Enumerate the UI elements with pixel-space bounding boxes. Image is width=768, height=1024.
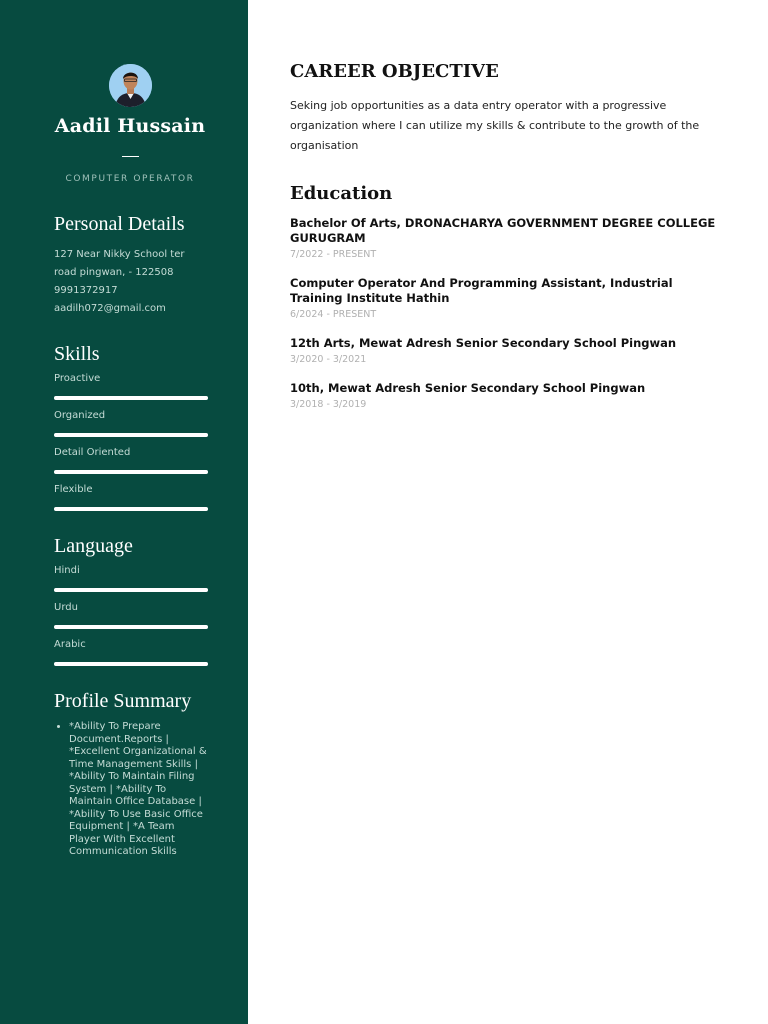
skill-label: Detail Oriented bbox=[54, 447, 131, 458]
skill-bar-fill bbox=[54, 433, 208, 437]
career-objective-heading: CAREER OBJECTIVE bbox=[290, 61, 499, 82]
personal-details-heading: Personal Details bbox=[54, 213, 185, 235]
candidate-name: Aadil Hussain bbox=[54, 115, 206, 137]
education-title: Computer Operator And Programming Assistant, Industrial Training Institute Hathin bbox=[290, 276, 673, 305]
person-photo-icon bbox=[109, 64, 152, 107]
skill-bar bbox=[54, 396, 208, 400]
section-spacer bbox=[54, 675, 208, 689]
language-list bbox=[54, 564, 208, 666]
profile-summary-heading: Profile Summary bbox=[54, 690, 192, 712]
language-heading: Language bbox=[54, 535, 133, 557]
avatar bbox=[109, 64, 152, 107]
language-item bbox=[54, 601, 208, 629]
education-dates: 3/2020 - 3/2021 bbox=[290, 354, 367, 365]
phone-number: 9991372917 bbox=[54, 285, 118, 296]
skills-heading: Skills bbox=[54, 343, 100, 365]
language-bar bbox=[54, 625, 208, 629]
career-objective-text: Seking job opportunities as a data entry operator with a progressive organization where I can utilize my skills & contribute to the growth of the organisation bbox=[290, 99, 700, 152]
education-dates: 7/2022 - PRESENT bbox=[290, 249, 377, 260]
skill-bar bbox=[54, 433, 208, 437]
language-label: Urdu bbox=[54, 602, 78, 613]
skill-item bbox=[54, 372, 208, 400]
education-title: 10th, Mewat Adresh Senior Secondary School Pingwan bbox=[290, 381, 646, 395]
education-dates: 6/2024 - PRESENT bbox=[290, 309, 377, 320]
education-item bbox=[290, 216, 728, 262]
education-title: Bachelor Of Arts, DRONACHARYA GOVERNMENT DEGREE COLLEGE GURUGRAM bbox=[290, 216, 716, 245]
section-spacer bbox=[54, 520, 208, 534]
education-item bbox=[290, 276, 728, 322]
language-bar bbox=[54, 588, 208, 592]
email-address: aadilh072@gmail.com bbox=[54, 303, 166, 314]
education-item bbox=[290, 381, 728, 412]
address-line-2: road pingwan, - 122508 bbox=[54, 267, 174, 278]
name-divider bbox=[122, 156, 139, 157]
sidebar-sections bbox=[54, 212, 208, 859]
education-title: 12th Arts, Mewat Adresh Senior Secondary School Pingwan bbox=[290, 336, 677, 350]
language-bar-fill bbox=[54, 588, 208, 592]
language-item bbox=[54, 638, 208, 666]
education-item bbox=[290, 336, 728, 367]
section-spacer bbox=[290, 156, 728, 182]
profile-summary-list bbox=[54, 721, 208, 859]
skill-bar-fill bbox=[54, 470, 208, 474]
language-bar bbox=[54, 662, 208, 666]
skill-bar bbox=[54, 470, 208, 474]
education-heading: Education bbox=[290, 183, 393, 204]
candidate-role: COMPUTER OPERATOR bbox=[65, 174, 195, 184]
main-content bbox=[248, 0, 768, 1024]
profile-summary-item: • *Ability To Prepare Document.Reports | *Excellent Organizational & Time Management Skills | *Ability To Maintain Filing System | *Ability To Maintain Office Database | *Ability To Use Basic Office Equipment | *A Team Player With Excellent Communication Skills bbox=[69, 721, 208, 859]
education-dates: 3/2018 - 3/2019 bbox=[290, 399, 367, 410]
skill-bar-fill bbox=[54, 396, 208, 400]
sidebar bbox=[0, 0, 248, 1024]
skill-bar-fill bbox=[54, 507, 208, 511]
skills-list bbox=[54, 372, 208, 511]
education-section bbox=[290, 182, 728, 412]
address-line-1: 127 Near Nikky School ter bbox=[54, 249, 185, 260]
skill-item bbox=[54, 409, 208, 437]
skill-label: Proactive bbox=[54, 373, 101, 384]
skill-label: Flexible bbox=[54, 484, 93, 495]
skill-item bbox=[54, 446, 208, 474]
skill-bar bbox=[54, 507, 208, 511]
language-label: Arabic bbox=[54, 639, 86, 650]
career-objective-section bbox=[290, 60, 728, 156]
language-bar-fill bbox=[54, 662, 208, 666]
language-label: Hindi bbox=[54, 565, 80, 576]
language-bar-fill bbox=[54, 625, 208, 629]
language-item bbox=[54, 564, 208, 592]
skill-item bbox=[54, 483, 208, 511]
section-spacer bbox=[54, 318, 208, 342]
skill-label: Organized bbox=[54, 410, 106, 421]
